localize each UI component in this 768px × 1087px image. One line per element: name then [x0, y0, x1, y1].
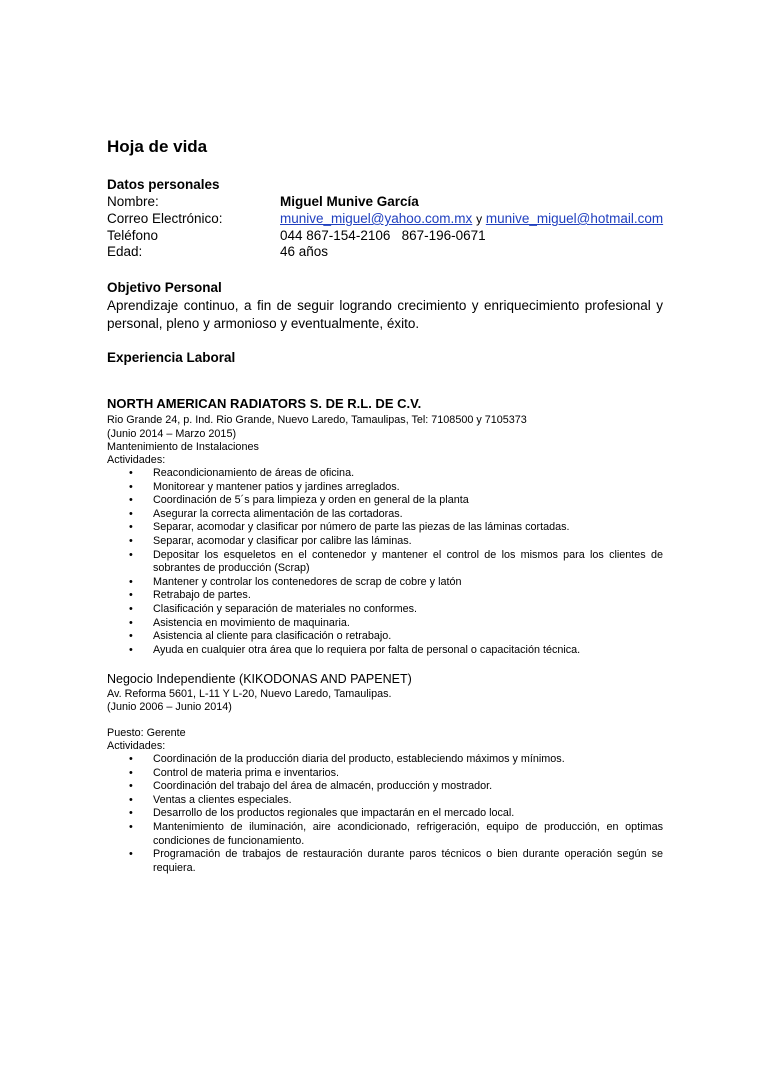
document-title: Hoja de vida: [107, 137, 208, 156]
bullet: •: [129, 643, 133, 656]
objective-heading: Objetivo Personal: [107, 280, 222, 295]
email-label: Correo Electrónico:: [107, 211, 223, 226]
name-value: Miguel Munive García: [280, 194, 419, 209]
age-value: 46 años: [280, 244, 329, 259]
bullet: •: [129, 480, 133, 493]
activity-text: Monitorear y mantener patios y jardines arreglados.: [153, 480, 400, 493]
bullet: •: [129, 630, 133, 643]
activity-text: Reacondicionamiento de áreas de oficina.: [153, 467, 355, 479]
bullet: •: [129, 616, 133, 629]
bullet: •: [129, 507, 133, 520]
activity-text: Programación de trabajos de restauración durante paros técnicos o bien durante operación según se requiera.: [153, 848, 663, 874]
email-link-hotmail[interactable]: munive_miguel@hotmail.com: [485, 211, 664, 226]
list-item: [107, 549, 663, 576]
list-item: [107, 521, 663, 535]
list-item: [107, 821, 663, 848]
activity-text: Control de materia prima e inventarios.: [153, 766, 340, 779]
objective-text: Aprendizaje continuo, a fin de seguir logrando crecimiento y enriquecimiento profesional y personal, pleno y armonioso y eventualmente, éxito.: [107, 298, 663, 331]
job2-role: Puesto: Gerente: [107, 727, 186, 739]
activity-text: Asegurar la correcta alimentación de las cortadoras.: [153, 507, 403, 520]
bullet: •: [129, 534, 133, 547]
activity-text: Separar, acomodar y clasificar por calibre las láminas.: [153, 534, 412, 547]
bullet: •: [129, 780, 133, 793]
experience-heading: Experiencia Laboral: [107, 350, 236, 365]
job2-company: Negocio Independiente (KIKODONAS AND PAPENET): [107, 672, 412, 686]
activity-text: Retrabajo de partes.: [153, 589, 251, 602]
bullet: •: [129, 766, 133, 779]
activity-text: Asistencia en movimiento de maquinaria.: [153, 616, 350, 629]
job1-period: (Junio 2014 – Marzo 2015): [107, 428, 237, 440]
list-item: [107, 508, 663, 522]
bullet: •: [129, 602, 133, 615]
list-item: [107, 603, 663, 617]
job1-company: NORTH AMERICAN RADIATORS S. DE R.L. DE C.V.: [107, 396, 422, 411]
list-item: [107, 630, 663, 644]
email-separator: y: [476, 212, 483, 226]
job2-address: Av. Reforma 5601, L-11 Y L-20, Nuevo Laredo, Tamaulipas.: [107, 688, 392, 700]
personal-heading: Datos personales: [107, 177, 220, 192]
job1-activities-label: Actividades:: [107, 454, 166, 466]
bullet: •: [129, 793, 133, 806]
phone-label: Teléfono: [107, 228, 159, 243]
activity-text: Coordinación del trabajo del área de almacén, producción y mostrador.: [153, 780, 493, 793]
job2-activity-list: [107, 753, 663, 875]
activity-text: Mantener y controlar los contenedores de scrap de cobre y latón: [153, 575, 462, 588]
age-label: Edad:: [107, 244, 143, 259]
list-item: [107, 481, 663, 495]
list-item: [107, 848, 663, 875]
bullet: •: [129, 548, 133, 561]
activity-text: Clasificación y separación de materiales no conformes.: [153, 602, 418, 615]
activity-text: Coordinación de 5´s para limpieza y orden en general de la planta: [153, 494, 469, 507]
activity-text: Depositar los esqueletos en el contenedor y mantener el control de los mismos para los clientes de sobrantes de producción (Scrap): [153, 548, 663, 575]
list-item: [107, 780, 663, 794]
list-item: [107, 467, 663, 481]
bullet: •: [129, 807, 133, 820]
activity-text: Coordinación de la producción diaria del producto, estableciendo máximos y mínimos.: [153, 753, 565, 765]
bullet: •: [129, 848, 133, 861]
name-label: Nombre:: [107, 194, 159, 209]
phone-value: 044 867-154-2106 867-196-0671: [280, 228, 486, 243]
job1-role: Mantenimiento de Instalaciones: [107, 441, 259, 453]
job1-address: Rio Grande 24, p. Ind. Rio Grande, Nuevo Laredo, Tamaulipas, Tel: 7108500 y 7105373: [107, 414, 527, 426]
bullet: •: [129, 589, 133, 602]
list-item: [107, 644, 663, 658]
list-item: [107, 535, 663, 549]
activity-text: Mantenimiento de iluminación, aire acondicionado, refrigeración, equipo de producción, en optimas condiciones de funcionamiento.: [153, 820, 663, 847]
list-item: [107, 617, 663, 631]
bullet: •: [129, 820, 133, 833]
job1-activity-list: [107, 467, 663, 657]
activity-text: Separar, acomodar y clasificar por número de parte las piezas de las láminas cortadas.: [153, 521, 570, 534]
list-item: [107, 794, 663, 808]
list-item: [107, 767, 663, 781]
bullet: •: [129, 494, 133, 507]
job2-activities-label: Actividades:: [107, 740, 166, 752]
email-link-yahoo[interactable]: munive_miguel@yahoo.com.mx: [280, 211, 473, 226]
bullet: •: [129, 467, 133, 479]
job2-period: (Junio 2006 – Junio 2014): [107, 701, 232, 713]
activity-text: Ayuda en cualquier otra área que lo requiera por falta de personal o capacitación técnica.: [153, 643, 581, 656]
bullet: •: [129, 753, 133, 765]
email-value: [280, 210, 663, 228]
bullet: •: [129, 521, 133, 534]
activity-text: Desarrollo de los productos regionales que impactarán en el mercado local.: [153, 807, 515, 820]
list-item: [107, 807, 663, 821]
list-item: [107, 753, 663, 767]
activity-text: Ventas a clientes especiales.: [153, 793, 292, 806]
list-item: [107, 589, 663, 603]
list-item: [107, 576, 663, 590]
bullet: •: [129, 575, 133, 588]
list-item: [107, 494, 663, 508]
activity-text: Asistencia al cliente para clasificación o retrabajo.: [153, 630, 392, 643]
